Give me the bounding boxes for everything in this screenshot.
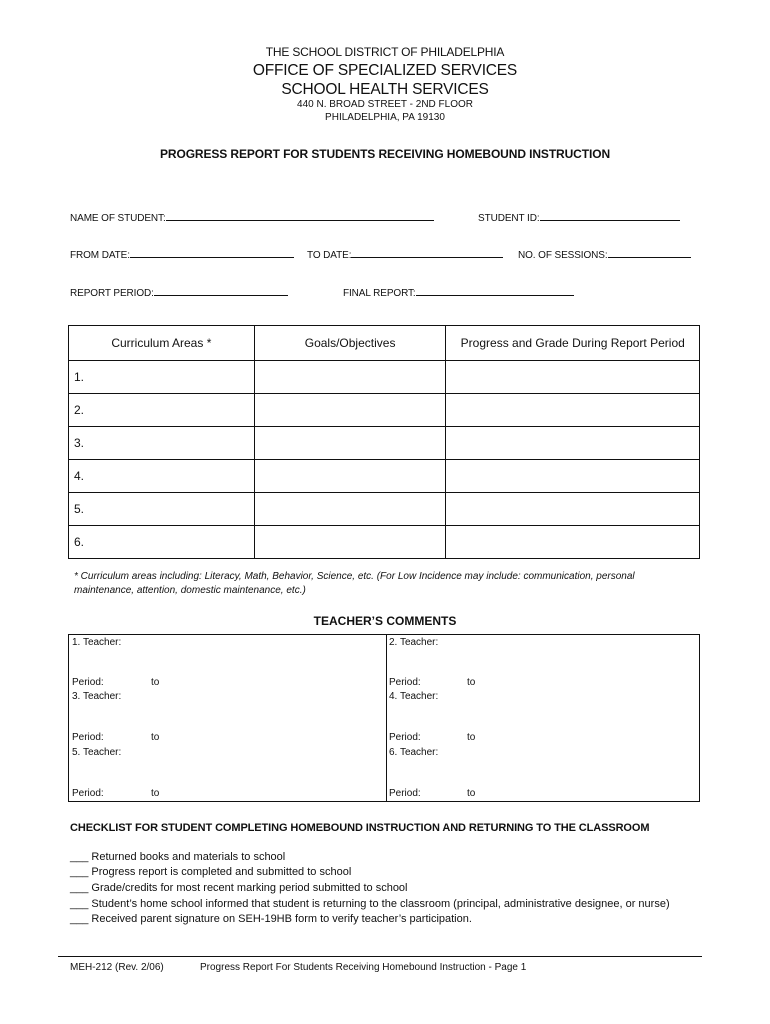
student-id-field[interactable] <box>478 211 680 224</box>
curriculum-note: * Curriculum areas including: Literacy, Math, Behavior, Science, etc. (For Low Incidence may include: communication, personal maintenance, attention, domestic maintenance, etc.) <box>74 571 635 596</box>
goals-header: Goals/Objectives <box>254 326 446 361</box>
page-label: Progress Report For Students Receiving Homebound Instruction - Page 1 <box>200 962 527 973</box>
progress-cell[interactable] <box>446 427 700 460</box>
teacher-2-label[interactable]: 2. Teacher: <box>389 637 439 648</box>
progress-header: Progress and Grade During Report Period <box>446 326 700 361</box>
student-id-line[interactable] <box>540 211 680 221</box>
to-date-line[interactable] <box>351 248 503 258</box>
sessions-line[interactable] <box>608 248 691 258</box>
curriculum-table <box>68 325 700 559</box>
column-divider <box>386 635 387 801</box>
period-to-label: to <box>467 788 476 799</box>
from-date-line[interactable] <box>130 248 294 258</box>
final-report-line[interactable] <box>416 286 574 296</box>
checklist-item[interactable]: ___ Returned books and materials to school <box>70 851 286 863</box>
footer-divider <box>58 956 702 957</box>
sessions-label: NO. OF SESSIONS: <box>518 250 608 261</box>
address-line-2: PHILADELPHIA, PA 19130 <box>325 112 445 123</box>
progress-cell[interactable] <box>446 460 700 493</box>
row-number[interactable]: 6. <box>69 526 255 559</box>
progress-cell[interactable] <box>446 361 700 394</box>
curriculum-areas-header: Curriculum Areas * <box>69 326 255 361</box>
table-row <box>69 394 700 427</box>
checklist-item[interactable]: ___ Grade/credits for most recent marking period submitted to school <box>70 882 408 894</box>
office-name: OFFICE OF SPECIALIZED SERVICES <box>252 62 518 79</box>
from-date-field[interactable] <box>70 248 294 261</box>
to-date-label: TO DATE: <box>307 250 352 261</box>
final-report-field[interactable] <box>343 286 574 299</box>
sessions-field[interactable] <box>518 248 691 261</box>
progress-cell[interactable] <box>446 493 700 526</box>
student-name-line[interactable] <box>166 211 434 221</box>
student-name-field[interactable] <box>70 211 434 224</box>
report-period-line[interactable] <box>154 286 288 296</box>
curriculum-header-row <box>69 326 700 361</box>
teacher-comments-title: TEACHER’S COMMENTS <box>313 614 457 628</box>
teacher-3-label[interactable]: 3. Teacher: <box>72 691 122 702</box>
period-to-label: to <box>467 677 476 688</box>
checklist-item[interactable]: ___ Received parent signature on SEH-19HB form to verify teacher’s participation. <box>70 913 472 925</box>
period-to-label: to <box>151 732 160 743</box>
form-id: MEH-212 (Rev. 2/06) <box>70 962 164 973</box>
district-name: THE SCHOOL DISTRICT OF PHILADELPHIA <box>265 45 505 59</box>
table-row <box>69 526 700 559</box>
period-label[interactable]: Period: <box>72 677 104 688</box>
table-row <box>69 427 700 460</box>
services-name: SCHOOL HEALTH SERVICES <box>281 81 489 98</box>
period-label[interactable]: Period: <box>72 788 104 799</box>
row-number[interactable]: 3. <box>69 427 255 460</box>
goals-cell[interactable] <box>254 427 446 460</box>
final-report-label: FINAL REPORT: <box>343 288 416 299</box>
period-to-label: to <box>151 788 160 799</box>
period-to-label: to <box>151 677 160 688</box>
address-line-1: 440 N. BROAD STREET - 2ND FLOOR <box>297 99 473 110</box>
goals-cell[interactable] <box>254 526 446 559</box>
period-label[interactable]: Period: <box>72 732 104 743</box>
student-id-label: STUDENT ID: <box>478 213 540 224</box>
period-label[interactable]: Period: <box>389 788 421 799</box>
goals-cell[interactable] <box>254 394 446 427</box>
checklist-title: CHECKLIST FOR STUDENT COMPLETING HOMEBOUND INSTRUCTION AND RETURNING TO THE CLASSROOM <box>70 822 650 834</box>
goals-cell[interactable] <box>254 361 446 394</box>
period-label[interactable]: Period: <box>389 732 421 743</box>
teacher-4-label[interactable]: 4. Teacher: <box>389 691 439 702</box>
teacher-comments-grid <box>68 634 700 802</box>
period-to-label: to <box>467 732 476 743</box>
goals-cell[interactable] <box>254 493 446 526</box>
checklist-item[interactable]: ___ Student’s home school informed that student is returning to the classroom (principal, administrative designee, or nurse) <box>70 898 670 910</box>
progress-cell[interactable] <box>446 526 700 559</box>
checklist-item[interactable]: ___ Progress report is completed and submitted to school <box>70 866 352 878</box>
table-row <box>69 361 700 394</box>
row-number[interactable]: 1. <box>69 361 255 394</box>
table-row <box>69 460 700 493</box>
table-row <box>69 493 700 526</box>
progress-cell[interactable] <box>446 394 700 427</box>
period-label[interactable]: Period: <box>389 677 421 688</box>
goals-cell[interactable] <box>254 460 446 493</box>
teacher-1-label[interactable]: 1. Teacher: <box>72 637 122 648</box>
report-period-field[interactable] <box>70 286 288 299</box>
page-title: PROGRESS REPORT FOR STUDENTS RECEIVING HOMEBOUND INSTRUCTION <box>159 147 611 161</box>
teacher-5-label[interactable]: 5. Teacher: <box>72 747 122 758</box>
from-date-label: FROM DATE: <box>70 250 130 261</box>
student-name-label: NAME OF STUDENT: <box>70 213 166 224</box>
to-date-field[interactable] <box>307 248 503 261</box>
teacher-6-label[interactable]: 6. Teacher: <box>389 747 439 758</box>
row-number[interactable]: 5. <box>69 493 255 526</box>
report-period-label: REPORT PERIOD: <box>70 288 154 299</box>
row-number[interactable]: 4. <box>69 460 255 493</box>
row-number[interactable]: 2. <box>69 394 255 427</box>
